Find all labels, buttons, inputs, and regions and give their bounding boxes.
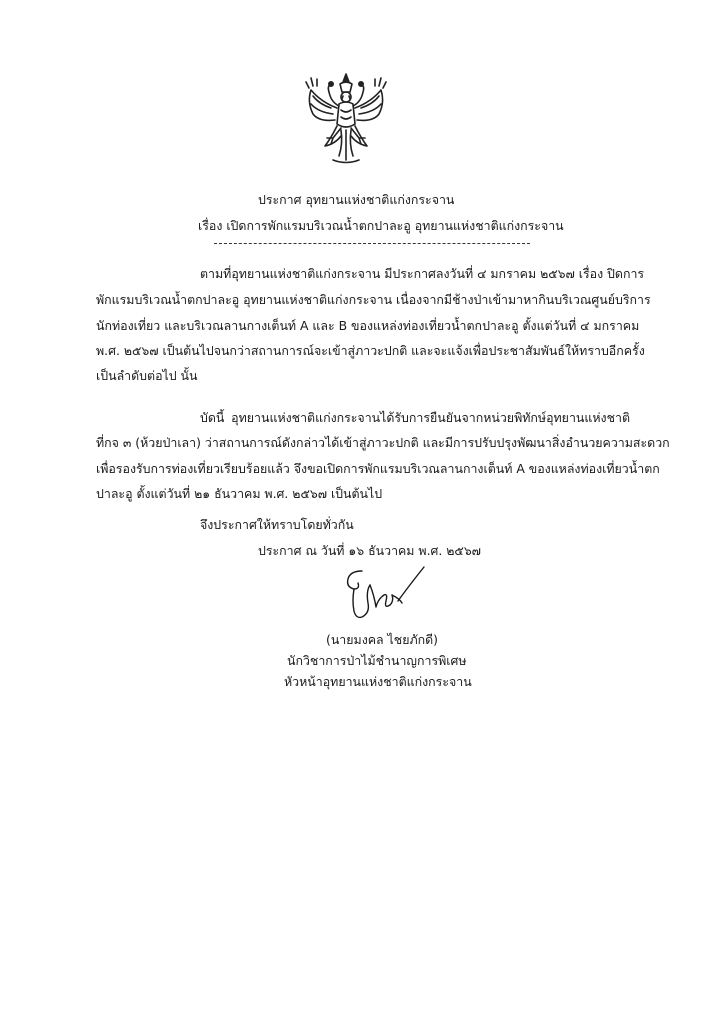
paragraph-1-line-1: ตามที่อุทยานแห่งชาติแก่งกระจาน มีประกาศลงวันที่ ๔ มกราคม ๒๕๖๗ เรื่อง ปิดการ	[200, 266, 645, 281]
paragraph-2-line-3: เพื่อรองรับการท่องเที่ยวเรียบร้อยแล้ว จึงขอเปิดการพักแรมบริเวณลานกางเต็นท์ A ของแหล่งท่องเที่ยวน้ำตก	[96, 461, 660, 476]
separator-line	[214, 243, 530, 244]
paragraph-2-line-2: ที่กจ ๓ (ห้วยป่าเลา) ว่าสถานการณ์ดังกล่าวได้เข้าสู่ภาวะปกติ และมีการปรับปรุงพัฒนาสิ่งอำนวยความสะดวก	[96, 435, 670, 450]
announcement-title: ประกาศ อุทยานแห่งชาติแก่งกระจาน	[258, 192, 455, 207]
signature-image	[340, 565, 430, 623]
paragraph-2-line-1: บัดนี้ อุทยานแห่งชาติแก่งกระจานได้รับการยืนยันจากหน่วยพิทักษ์อุทยานแห่งชาติ	[200, 410, 630, 425]
paragraph-1-line-4: พ.ศ. ๒๕๖๗ เป็นต้นไปจนกว่าสถานการณ์จะเข้าสู่ภาวะปกติ และจะแจ้งเพื่อประชาสัมพันธ์ให้ทราบอีกครั้ง	[96, 343, 645, 358]
signer-position-2: หัวหน้าอุทยานแห่งชาติแก่งกระจาน	[284, 674, 472, 689]
paragraph-2-line-4: ปาละอู ตั้งแต่วันที่ ๒๑ ธันวาคม พ.ศ. ๒๕๖๗ เป็นต้นไป	[96, 486, 383, 501]
garuda-emblem-icon	[303, 72, 389, 166]
closing-text: จึงประกาศให้ทราบโดยทั่วกัน	[200, 517, 354, 532]
signer-name: (นายมงคล ไชยภักดี)	[326, 632, 439, 647]
announcement-subject: เรื่อง เปิดการพักแรมบริเวณน้ำตกปาละอู อุทยานแห่งชาติแก่งกระจาน	[198, 218, 564, 233]
paragraph-1-line-2: พักแรมบริเวณน้ำตกปาละอู อุทยานแห่งชาติแก่งกระจาน เนื่องจากมีช้างป่าเข้ามาหากินบริเวณศูนย์บริการ	[96, 292, 651, 307]
signer-position-1: นักวิชาการป่าไม้ชำนาญการพิเศษ	[287, 653, 467, 668]
paragraph-1-line-5: เป็นลำดับต่อไป นั้น	[96, 368, 198, 383]
date-line: ประกาศ ณ วันที่ ๑๖ ธันวาคม พ.ศ. ๒๕๖๗	[258, 543, 481, 558]
paragraph-1-line-3: นักท่องเที่ยว และบริเวณลานกางเต็นท์ A และ B ของแหล่งท่องเที่ยวน้ำตกปาละอู ตั้งแต่วันที่ ๔ มกราคม	[96, 318, 640, 333]
